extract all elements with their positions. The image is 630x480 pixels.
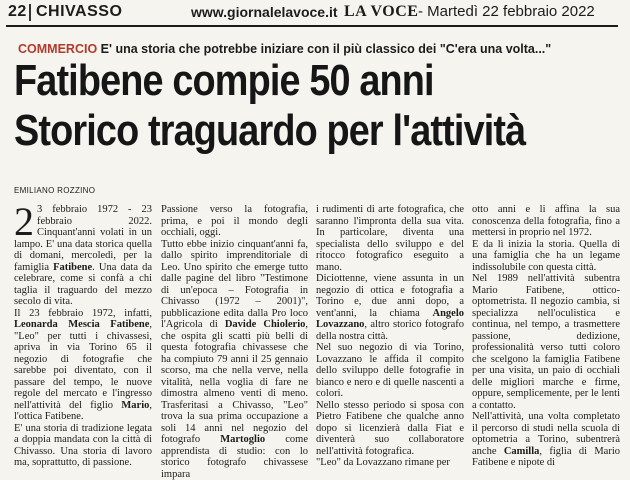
article-paragraph <box>161 239 308 480</box>
article-paragraph: Nello stesso periodo si sposa con Pietro Fatibene che qualche anno dopo si licenzierà dalla Fiat e diventerà suo collaboratore nell'attività fotografica. <box>316 400 464 458</box>
kicker <box>18 42 618 56</box>
article-column-2 <box>161 204 308 444</box>
article-paragraph: E' una storia di tradizione legata a doppia mandata con la città di Chivasso. Una storia di lavoro ma, soprattutto, di passione. <box>14 423 152 469</box>
person-name: Davide Chiolerio <box>225 319 306 330</box>
text-run: , l'ottica Fatibene. <box>14 400 152 423</box>
article-paragraph: i rudimenti di arte fotografica, che saranno l'impronta della sua vita. In particolare, diventa una specialista dello sviluppo e del ritocco fotografico eseguito a mano. <box>316 204 464 273</box>
article-paragraph: otto anni e li affina la sua conoscenza della fotografia, fino a mettersi in proprio nel 1972. <box>472 204 620 239</box>
article-paragraph: Nel suo negozio di via Torino, Lovazzano le affida il compito dello sviluppo delle fotografie in bianco e nero e di quelle nascenti a colori. <box>316 342 464 400</box>
article-paragraph <box>14 308 152 423</box>
article-paragraph: E da lì inizia la storia. Quella di una famiglia che ha un legame indissolubile con questa città. <box>472 239 620 274</box>
byline: EMILIANO ROZZINO <box>14 186 95 195</box>
person-name: Camilla <box>504 446 540 457</box>
text-run: , altro storico fotografo della nostra città. <box>316 319 464 342</box>
text-run: . Una data da celebrare, come si confà a chi taglia il traguardo del mezzo secolo di vita. <box>14 262 152 308</box>
article-column-1 <box>14 204 152 444</box>
article-paragraph: "Leo" da Lovazzano rimane per <box>316 457 464 469</box>
website-link[interactable]: www.giornalelavoce.it <box>191 4 338 20</box>
text-run: , che ospita gli scatti più belli di questa fotografia chivassese che ha compiuto 79 anni il 25 gennaio scorso, ma che nella verve, nella vitalità, nella voglia di fare ne dimostra almeno venti di meno. Trasferitasi a Chivasso, "Leo" trova la sua prima occupazione a soli 14 anni nel negozio del fotografo <box>161 319 308 445</box>
person-name: Mario <box>121 400 149 411</box>
masthead-divider <box>29 4 31 21</box>
text-run: Diciottenne, viene assunta in un negozio di ottica e fotografia a Torino e, due anni dopo, a vent'anni, la chiama <box>316 273 464 319</box>
text-run: , "Leo" per tutti i chivassesi, apriva in via Torino 65 il negozio di fotografie che sarebbe poi diventato, con il passare del tempo, le nuove regole del mercato e l'ingresso nell'attività del figlio <box>14 319 152 411</box>
article-paragraph: Nel 1989 nell'attività subentra Mario Fatibene, ottico-optometrista. Il negozio cambia, si specializza nell'oculistica e continua, nel tempo, a trasmettere passione, dedizione, professionalità verso tutti coloro che scelgono la famiglia Fatibene per una visita, un paio di occhiali delle migliori marche e firme, oppure, semplicemente, per le lenti a contatto. <box>472 273 620 411</box>
headline-line-1: Fatibene compie 50 anni <box>14 57 434 105</box>
article-paragraph: Passione verso la fotografia, prima, e poi il mondo degli occhiali, oggi. <box>161 204 308 239</box>
text-run: come apprendista di studio: con lo storico fotografo chivassese impara <box>161 434 308 480</box>
person-name: Fatibene <box>53 262 92 273</box>
article-column-4 <box>472 204 620 444</box>
article-paragraph <box>472 411 620 469</box>
newspaper-name: LA VOCE <box>344 3 418 21</box>
kicker-category: COMMERCIO <box>18 42 97 56</box>
person-name: Leonarda Mescia Fatibene <box>14 319 149 330</box>
person-name: Martoglio <box>220 434 265 445</box>
page-number: 22 <box>8 3 27 21</box>
text-run: Nell'attività, una volta completato il percorso di studi nella scuola di optometria a Torino, subentrerà anche <box>472 411 620 457</box>
text-run: Tutto ebbe inizio cinquant'anni fa, dallo spirito imprenditoriale di Leo. Uno spirito che emerge tutto dalle pagine del libro "Testimone di un'epoca – Fotografia in Chivasso (1972 – 2001)", pubblicazione edita dalla Pro loco l'Agricola di <box>161 239 308 331</box>
text-run: Il 23 febbraio 1972, infatti, <box>14 308 152 319</box>
text-run: , figlia di Mario Fatibene e nipote di <box>472 446 620 469</box>
person-name: Angelo Lovazzano <box>316 308 464 331</box>
article-column-3 <box>316 204 464 444</box>
drop-cap: 2 <box>14 206 34 238</box>
masthead <box>6 3 618 27</box>
article-paragraph <box>14 204 152 308</box>
issue-date: - Martedì 22 febbraio 2022 <box>418 3 595 20</box>
kicker-text: E' una storia che potrebbe iniziare con il più classico dei "C'era una volta..." <box>101 42 552 56</box>
section-name: CHIVASSO <box>36 3 122 21</box>
article-paragraph <box>316 273 464 342</box>
text-run: 3 febbraio 1972 - 23 febbraio 2022. Cinquant'anni volati in un lampo. E' una data storica quella di domani, mercoledì, per la famiglia <box>14 204 152 273</box>
headline-line-2: Storico traguardo per l'attività <box>14 107 525 155</box>
